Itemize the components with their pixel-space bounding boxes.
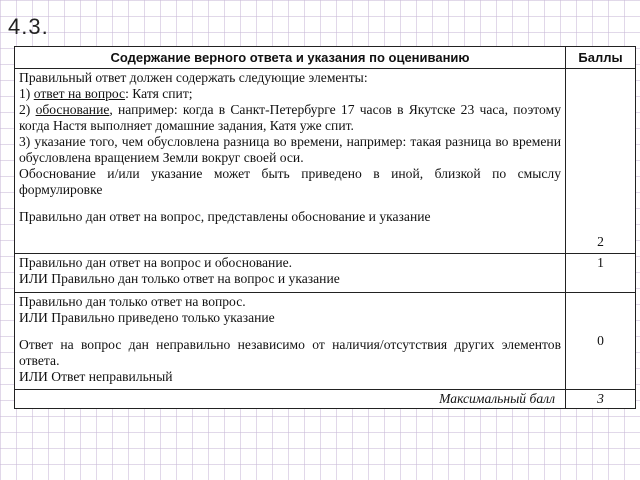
row1-item1-underlined: ответ на вопрос	[33, 86, 126, 101]
row2-score: 1	[566, 254, 636, 293]
row1-intro: Правильный ответ должен содержать следующие элементы:	[19, 70, 368, 85]
row3-line4: ИЛИ Ответ неправильный	[19, 369, 173, 384]
header-score: Баллы	[566, 47, 636, 69]
row2-content	[15, 254, 566, 293]
row3-line2: ИЛИ Правильно приведено только указание	[19, 310, 275, 325]
table-row	[15, 254, 636, 293]
row1-item1-rest: : Катя спит;	[125, 86, 193, 101]
row3-content	[15, 293, 566, 390]
row3-line1: Правильно дан только ответ на вопрос.	[19, 294, 246, 309]
row3-line3: Ответ на вопрос дан неправильно независимо от наличия/отсутствия других элементов ответа.	[19, 337, 561, 368]
grading-rubric-table	[14, 46, 636, 409]
task-number: 4.3.	[8, 14, 49, 39]
row1-item2-rest: , например: когда в Санкт-Петербурге 17 часов в Якутске 23 часа, поэтому когда Настя выполняет домашние задания, Катя уже спит.	[19, 102, 561, 133]
row1-criterion: Правильно дан ответ на вопрос, представлены обоснование и указание	[19, 209, 431, 224]
row1-item1	[19, 86, 561, 102]
header-content: Содержание верного ответа и указания по оцениванию	[15, 47, 566, 69]
max-score-label: Максимальный балл	[15, 390, 566, 409]
table-row	[15, 293, 636, 390]
row1-item2	[19, 102, 561, 134]
row1-item2-underlined: обоснование	[35, 102, 110, 117]
row1-note: Обоснование и/или указание может быть приведено в иной, близкой по смыслу формулировке	[19, 166, 561, 197]
row1-item1-prefix: 1)	[19, 86, 34, 101]
row1-content	[15, 69, 566, 254]
row3-score: 0	[566, 293, 636, 390]
max-score-value: 3	[566, 390, 636, 409]
row1-score: 2	[566, 69, 636, 254]
table-row	[15, 69, 636, 254]
max-score-row	[15, 390, 636, 409]
row1-item3: 3) указание того, чем обусловлена разница во времени, например: такая разница во времени обусловлена вращением Земли вокруг своей оси.	[19, 134, 561, 165]
row2-line1: Правильно дан ответ на вопрос и обоснование.	[19, 255, 293, 270]
row2-line2: ИЛИ Правильно дан только ответ на вопрос и указание	[19, 271, 340, 286]
table-header-row	[15, 47, 636, 69]
row1-item2-prefix: 2)	[19, 102, 36, 117]
